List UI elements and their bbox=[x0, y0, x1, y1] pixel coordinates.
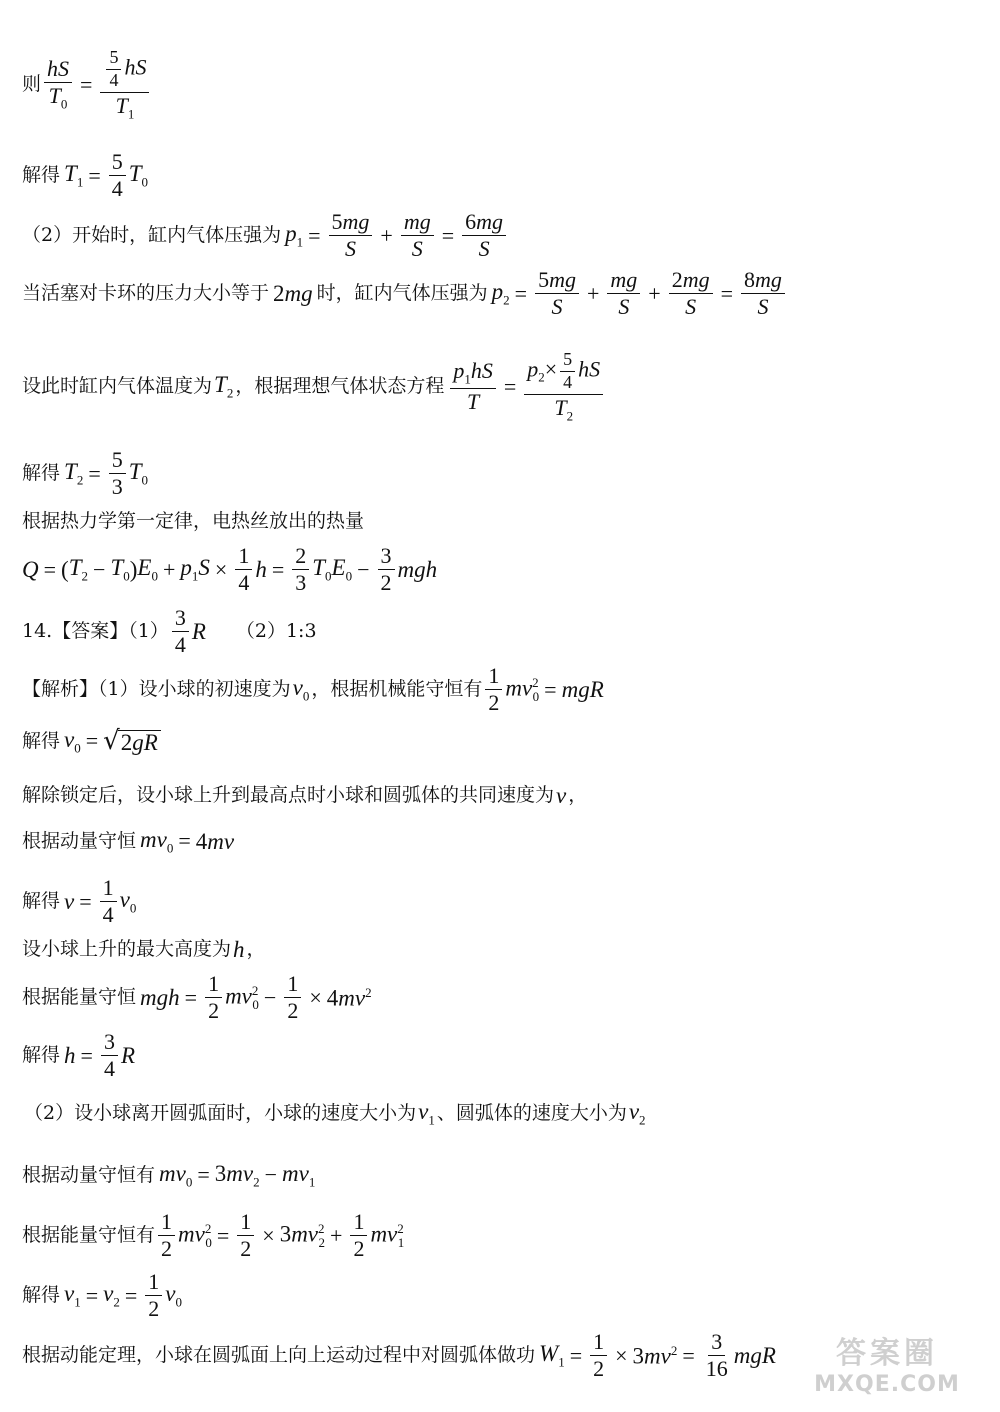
equation-line-16: 根据能量守恒 mgh = $\frac{1}{2}$ $mv^2_0$ − $\frac{1}{2}$ × $4mv^2$ bbox=[22, 971, 372, 1024]
fraction: $\frac{hS}{T_0}$ bbox=[44, 57, 72, 112]
text-l15a: 设小球上升的最大高度为 bbox=[22, 938, 232, 960]
text-l5b: ，根据理想气体状态方程 bbox=[235, 375, 445, 398]
text-line-15: 设小球上升的最大高度为 h ， bbox=[22, 937, 266, 962]
equation-line-10: 【解析】（1）设小球的初速度为 $v_0$ ，根据机械能守恒有 $\frac{1}{2}$ $mv^2_0$ = mgR bbox=[22, 663, 604, 716]
text-l9b: （2）1:3 bbox=[235, 620, 317, 643]
equation-line-14: 解得 v = $\frac{1}{4}$ $v_0$ bbox=[22, 875, 137, 928]
text-line-12: 解除锁定后，设小球上升到最高点时小球和圆弧体的共同速度为 v ， bbox=[22, 783, 588, 808]
watermark-logo bbox=[792, 1328, 982, 1398]
equation-line-5: 设此时缸内气体温度为 $T_2$ ，根据理想气体状态方程 $\frac{p_1hS}{T}$ = $p_2\times$ $\frac{5}{4}$ hS $T_2$ bbox=[22, 350, 606, 423]
fraction: $\frac{5}{4}$ hS $T_1$ bbox=[100, 48, 149, 121]
text-l16a: 根据能量守恒 bbox=[22, 986, 137, 1009]
text-ze: 则 bbox=[22, 73, 42, 96]
equation-line-3: （2）开始时，缸内气体压强为 $p_1$ = $\frac{5mg}{S}$ + $\frac{mg}{S}$ = $\frac{6mg}{S}$ bbox=[22, 210, 509, 261]
text-l18b: 、圆弧体的速度大小为 bbox=[436, 1101, 627, 1124]
text-l4a: 当活塞对卡环的压力大小等于 bbox=[22, 282, 270, 305]
text-l5a: 设此时缸内气体温度为 bbox=[22, 375, 213, 398]
text-jiede: 解得 bbox=[22, 1044, 61, 1067]
equation-line-13: 根据动量守恒 $mv_0$ = 4mv bbox=[22, 827, 235, 856]
text-l18a: （2）设小球离开圆弧面时，小球的速度大小为 bbox=[24, 1101, 417, 1124]
equation-line-8: Q = ( $T_2$ − $T_0$ ) $E_0$ + $p_1S$ × $\frac{1}{4}$ h = $\frac{2}{3}$ $T_0E_0$ − $\frac{3}{2}$ mgh bbox=[22, 543, 438, 596]
equation-line-2: 解得 $T_1$ = $\frac{5}{4}$ $T_0$ bbox=[22, 149, 149, 202]
text-jiede: 解得 bbox=[22, 164, 61, 187]
text-l10a: 【解析】（1）设小球的初速度为 bbox=[22, 678, 291, 701]
equation-line-21: 解得 $v_1$ = $v_2$ = $\frac{1}{2}$ $v_0$ bbox=[22, 1269, 183, 1322]
answer-line-14: 14.【答案】（1） $\frac{3}{4}$ R （2）1:3 bbox=[22, 605, 317, 658]
text-l9a: 14.【答案】（1） bbox=[22, 620, 169, 643]
text-l7: 根据热力学第一定律，电热丝放出的热量 bbox=[22, 510, 365, 532]
text-line-18: （2）设小球离开圆弧面时，小球的速度大小为 $v_1$ 、圆弧体的速度大小为 $v_2$ bbox=[24, 1099, 646, 1128]
equation-line-22: 根据动能定理，小球在圆弧面上向上运动过程中对圆弧体做功 $W_1$ = $\frac{1}{2}$ × $3mv^2$ = $\frac{3}{16}$ mgR bbox=[22, 1329, 776, 1382]
text-jiede: 解得 bbox=[22, 729, 61, 752]
equation-line-4: 当活塞对卡环的压力大小等于 2mg 时，缸内气体压强为 $p_2$ = $\frac{5mg}{S}$ + $\frac{mg}{S}$ + $\frac{2mg}{S}$ = $\frac{8mg}{S}$ bbox=[22, 268, 788, 319]
text-l15b: ， bbox=[246, 938, 266, 960]
equation-line-6: 解得 $T_2$ = $\frac{5}{3}$ $T_0$ bbox=[22, 447, 149, 500]
text-jiede: 解得 bbox=[22, 890, 61, 913]
text-l20a: 根据能量守恒有 bbox=[22, 1224, 156, 1247]
equation-line-1: 则 $\frac{hS}{T_0}$ = $\frac{5}{4}$ hS $T_1$ bbox=[22, 48, 152, 121]
text-l22a: 根据动能定理，小球在圆弧面上向上运动过程中对圆弧体做功 bbox=[22, 1344, 536, 1367]
text-line-7 bbox=[22, 512, 364, 531]
text-jiede: 解得 bbox=[22, 462, 61, 485]
text-l10b: ，根据机械能守恒有 bbox=[311, 678, 483, 701]
equation-line-20: 根据能量守恒有 $\frac{1}{2}$ $mv^2_0$ = $\frac{1}{2}$ × $3mv^2_2$ + $\frac{1}{2}$ $mv^2_1$ bbox=[22, 1209, 405, 1262]
equation-line-17: 解得 h = $\frac{3}{4}$ R bbox=[22, 1029, 135, 1082]
watermark-title: 答案圈 bbox=[836, 1336, 938, 1371]
text-l4b: 时，缸内气体压强为 bbox=[316, 282, 488, 305]
text-l12b: ， bbox=[568, 784, 588, 806]
text-l19a: 根据动量守恒有 bbox=[22, 1163, 156, 1186]
text-l12a: 解除锁定后，设小球上升到最高点时小球和圆弧体的共同速度为 bbox=[22, 784, 555, 806]
text-l3: （2）开始时，缸内气体压强为 bbox=[22, 224, 282, 247]
watermark-url: MXQE.COM bbox=[814, 1372, 960, 1397]
equation-line-19: 根据动量守恒有 $mv_0$ = $3mv_2$ − $mv_1$ bbox=[22, 1161, 316, 1190]
text-jiede: 解得 bbox=[22, 1284, 61, 1307]
sqrt-expression: √ 2gR bbox=[103, 728, 161, 754]
text-l13a: 根据动量守恒 bbox=[22, 829, 137, 852]
equation-line-11: 解得 $v_0$ = √ 2gR bbox=[22, 728, 161, 755]
